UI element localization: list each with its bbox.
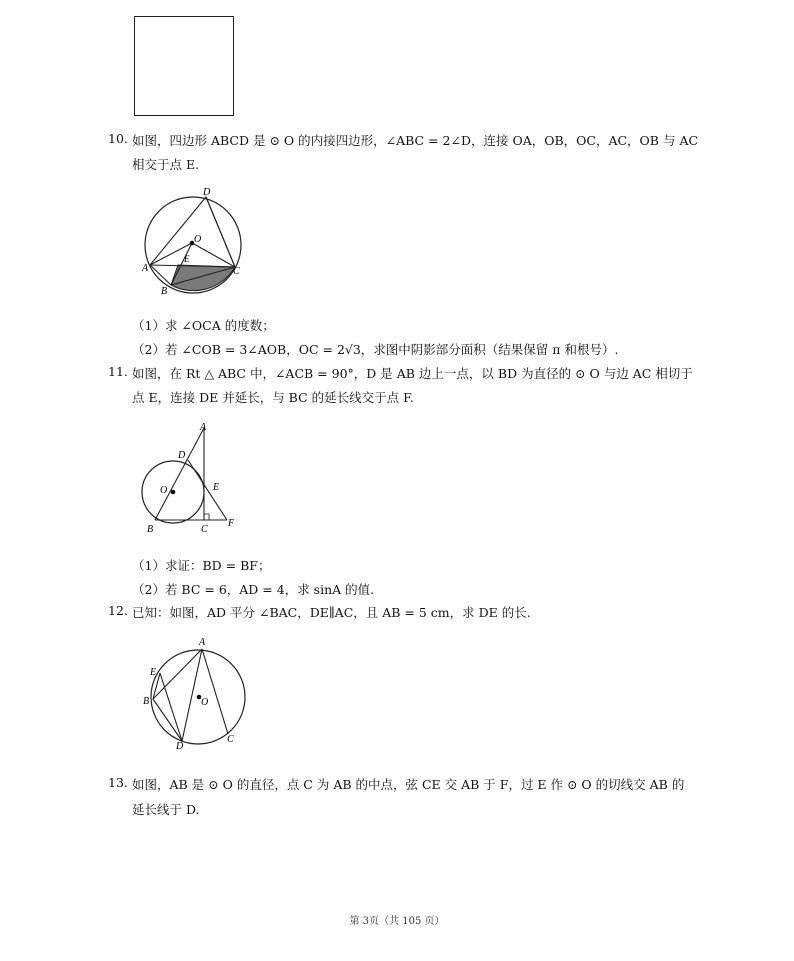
q12-label-E: E: [150, 667, 157, 678]
q12-line-DE: [160, 673, 182, 741]
q10-label-D: D: [203, 187, 211, 198]
q11-label-A: A: [200, 422, 207, 433]
q10-label-C: C: [233, 266, 240, 277]
q12-figure: [140, 635, 252, 749]
q11-label-D: D: [178, 450, 186, 461]
q12-label-O: O: [201, 697, 209, 708]
q13-text-line2: 延长线于 D.: [132, 802, 200, 817]
q13-number: 13.: [108, 775, 128, 790]
q10-label-B: B: [161, 286, 168, 297]
q10-text-line1: 如图，四边形 ABCD 是 ⊙ O 的内接四边形，∠ABC = 2∠D，连接 OA，OB，OC，AC，OB 与 AC: [132, 133, 699, 148]
q11-label-B: B: [147, 524, 154, 534]
q13-text-line1: 如图，AB 是 ⊙ O 的直径，点 C 为 AB 的中点，弦 CE 交 AB 于 F，过 E 作 ⊙ O 的切线交 AB 的: [132, 777, 685, 792]
previous-figure-square: [134, 16, 234, 116]
q11-label-O: O: [160, 485, 168, 496]
q11-label-E: E: [213, 482, 220, 493]
q10-label-E: E: [184, 254, 190, 264]
q10-figure: [138, 185, 248, 297]
q11-center-dot: [171, 490, 176, 495]
q11-figure: [140, 418, 244, 534]
q10-label-A: A: [142, 263, 149, 274]
q11-text-line1: 如图，在 Rt △ ABC 中，∠ACB = 90°，D 是 AB 边上一点，以 BD 为直径的 ⊙ O 与边 AC 相切于: [132, 366, 693, 381]
q12-line-AC: [202, 649, 228, 734]
q10-line-OC: [192, 243, 235, 267]
q11-text-line2: 点 E，连接 DE 并延长，与 BC 的延长线交于点 F.: [132, 390, 414, 405]
q11-sub2: （2）若 BC = 6，AD = 4，求 sinA 的值.: [132, 582, 375, 597]
q12-label-B: B: [143, 696, 150, 707]
q10-line-DC: [206, 197, 235, 267]
q11-right-angle-mark: [204, 514, 209, 520]
q12-number: 12.: [108, 603, 128, 618]
q11-line-DF: [188, 460, 227, 520]
q10-sub1: （1）求 ∠OCA 的度数；: [132, 318, 275, 333]
q11-number: 11.: [108, 364, 128, 379]
q11-label-F: F: [228, 518, 235, 529]
q10-sub2: （2）若 ∠COB = 3∠AOB，OC = 2√3，求图中阴影部分面积（结果保留 π 和根号）.: [132, 342, 619, 357]
q11-label-C: C: [201, 524, 208, 534]
q12-label-C: C: [227, 734, 234, 745]
q12-label-A: A: [199, 637, 206, 648]
q10-shaded-region: [171, 265, 235, 291]
page-footer: 第 3页（共 105 页）: [349, 916, 445, 927]
q12-label-D: D: [176, 741, 184, 749]
q10-number: 10.: [108, 131, 128, 146]
q10-label-O: O: [194, 234, 202, 245]
q10-text-line2: 相交于点 E.: [132, 157, 200, 172]
q11-sub1: （1）求证：BD = BF；: [132, 558, 271, 573]
q12-text-line1: 已知：如图，AD 平分 ∠BAC，DE∥AC，且 AB = 5 cm，求 DE 的长.: [132, 605, 531, 620]
